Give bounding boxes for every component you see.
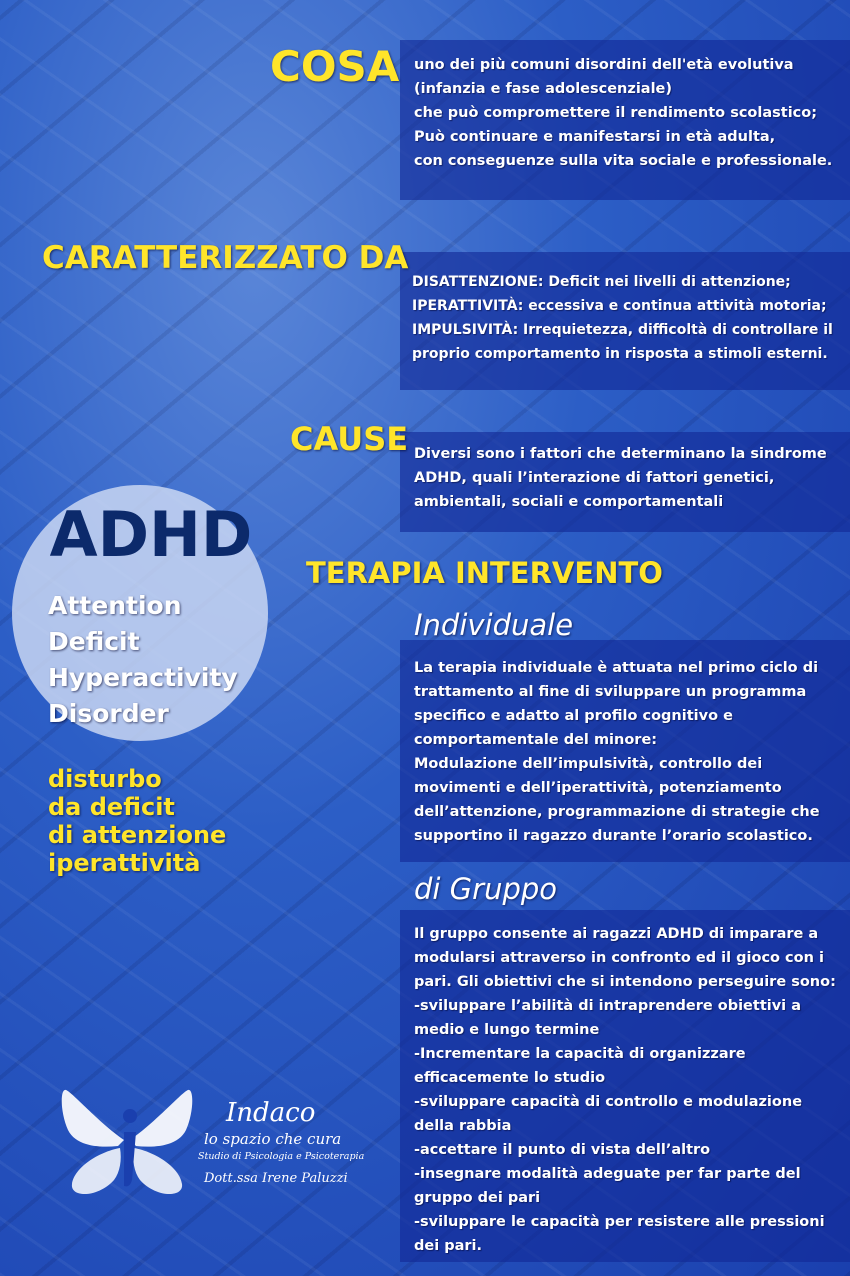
cosa-heading: COSA: [270, 42, 400, 91]
gruppo-line: -Incrementare la capacità di organizzare: [414, 1046, 746, 1062]
gruppo-line: modularsi attraverso in confronto ed il gioco con i: [414, 950, 824, 966]
logo-studio-name: Studio di Psicologia e Psicoterapia: [198, 1151, 365, 1162]
italian-line: iperattività: [48, 849, 201, 877]
individuale-line: dell’attenzione, programmazione di strategie che: [414, 804, 820, 820]
italian-line: da deficit: [48, 793, 175, 821]
butterfly-logo-icon: [58, 1082, 196, 1200]
logo-doctor-name: Dott.ssa Irene Paluzzi: [204, 1171, 348, 1186]
logo-brand-name: Indaco: [226, 1098, 316, 1128]
individuale-line: movimenti e dell’iperattività, potenziamento: [414, 780, 782, 796]
italian-line: disturbo: [48, 765, 162, 793]
adhd-title: ADHD: [49, 498, 253, 571]
gruppo-line: -accettare il punto di vista dell’altro: [414, 1142, 711, 1158]
logo-tagline: lo spazio che cura: [204, 1130, 342, 1148]
cosa-line: che può compromettere il rendimento scolastico;: [414, 105, 818, 121]
individuale-line: supportino il ragazzo durante l’orario scolastico.: [414, 828, 813, 844]
gruppo-text: [414, 922, 836, 1258]
individuale-line: specifico e adatto al profilo cognitivo e: [414, 708, 733, 724]
gruppo-line: -sviluppare capacità di controllo e modulazione: [414, 1094, 803, 1110]
caratterizzato-line: proprio comportamento in risposta a stimoli esterni.: [412, 346, 828, 362]
individuale-line: Modulazione dell’impulsività, controllo dei: [414, 756, 763, 772]
adhd-acronym: [48, 588, 238, 732]
individuale-line: La terapia individuale è attuata nel primo ciclo di: [414, 660, 819, 676]
gruppo-line: efficacemente lo studio: [414, 1070, 606, 1086]
individuale-line: comportamentale del minore:: [414, 732, 658, 748]
gruppo-line: medio e lungo termine: [414, 1022, 600, 1038]
cosa-line: uno dei più comuni disordini dell'età evolutiva: [414, 57, 794, 73]
caratterizzato-heading: CARATTERIZZATO DA: [42, 240, 409, 276]
individuale-text: [414, 656, 820, 848]
individuale-line: trattamento al fine di sviluppare un programma: [414, 684, 807, 700]
cause-line: Diversi sono i fattori che determinano la sindrome: [414, 446, 827, 462]
caratterizzato-line: DISATTENZIONE: Deficit nei livelli di attenzione;: [412, 274, 791, 290]
gruppo-line: Il gruppo consente ai ragazzi ADHD di imparare a: [414, 926, 819, 942]
cosa-line: Può continuare e manifestarsi in età adulta,: [414, 129, 776, 145]
italian-line: di attenzione: [48, 821, 227, 849]
cause-heading: CAUSE: [290, 420, 409, 458]
acronym-word: Hyperactivity: [48, 663, 238, 692]
individuale-title: Individuale: [414, 608, 574, 642]
gruppo-line: -insegnare modalità adeguate per far parte del: [414, 1166, 801, 1182]
caratterizzato-text: [412, 270, 833, 366]
gruppo-title: di Gruppo: [414, 872, 558, 906]
acronym-word: Deficit: [48, 627, 140, 656]
cosa-line: con conseguenze sulla vita sociale e professionale.: [414, 153, 833, 169]
gruppo-line: della rabbia: [414, 1118, 512, 1134]
gruppo-line: dei pari.: [414, 1238, 483, 1254]
cosa-text: [414, 53, 832, 173]
gruppo-line: pari. Gli obiettivi che si intendono perseguire sono:: [414, 974, 836, 990]
cause-line: ADHD, quali l’interazione di fattori genetici,: [414, 470, 775, 486]
gruppo-line: -sviluppare l’abilità di intraprendere obiettivi a: [414, 998, 801, 1014]
gruppo-line: -sviluppare le capacità per resistere alle pressioni: [414, 1214, 825, 1230]
cause-line: ambientali, sociali e comportamentali: [414, 494, 724, 510]
terapia-heading: TERAPIA INTERVENTO: [306, 556, 663, 590]
caratterizzato-line: IPERATTIVITÀ: eccessiva e continua attività motoria;: [412, 298, 827, 314]
gruppo-line: gruppo dei pari: [414, 1190, 541, 1206]
cause-text: [414, 442, 827, 514]
caratterizzato-line: IMPULSIVITÀ: Irrequietezza, difficoltà di controllare il: [412, 322, 833, 338]
adhd-italian-name: [48, 765, 226, 877]
cosa-line: (infanzia e fase adolescenziale): [414, 81, 673, 97]
acronym-word: Disorder: [48, 699, 169, 728]
acronym-word: Attention: [48, 591, 182, 620]
